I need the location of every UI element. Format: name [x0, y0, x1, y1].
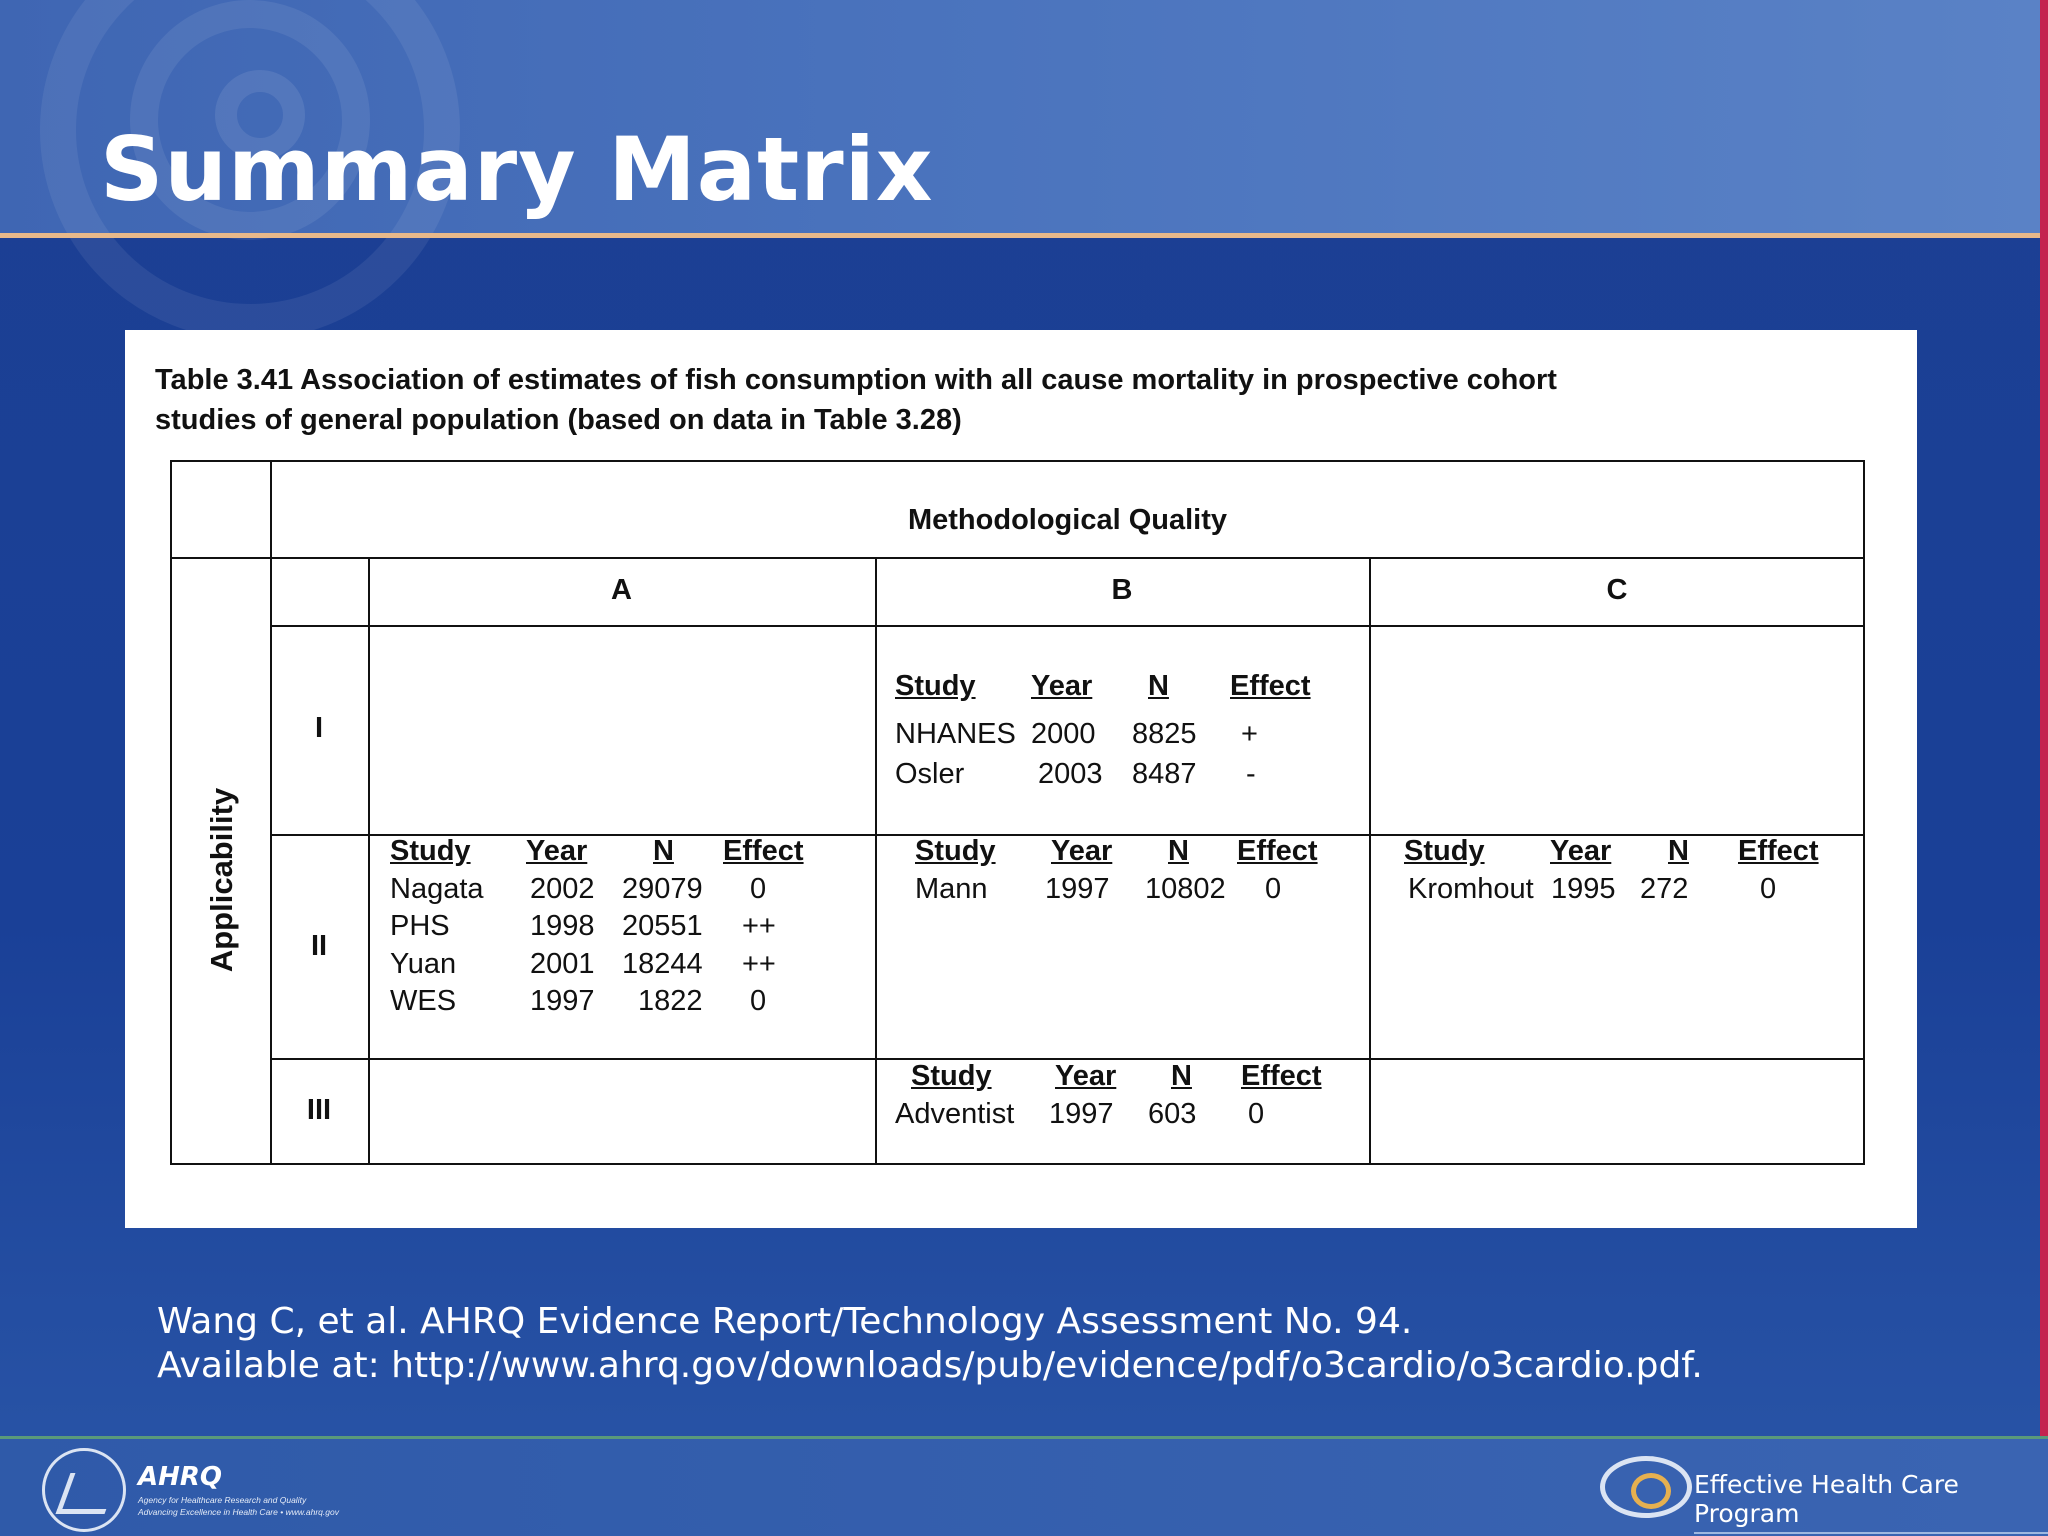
source-citation: [157, 1300, 1703, 1388]
field-header-effect: Effect: [1230, 670, 1311, 702]
ahrq-logo-icon: AHRQ: [138, 1462, 223, 1492]
field-header-year: Year: [1055, 1060, 1117, 1092]
study-effect: -: [1246, 758, 1256, 790]
row-label-ii: II: [310, 930, 328, 962]
column-header-c: C: [1606, 574, 1628, 606]
field-header-n: N: [1148, 670, 1169, 702]
field-header-n: N: [1171, 1060, 1192, 1092]
footer-divider: [0, 1436, 2048, 1439]
study-n: 8825: [1132, 718, 1197, 750]
study-year: 1998: [530, 910, 595, 942]
study-year: 1995: [1551, 873, 1616, 905]
study-name: WES: [390, 985, 457, 1017]
study-n: 603: [1148, 1098, 1197, 1130]
field-header-year: Year: [1550, 835, 1612, 867]
field-header-effect: Effect: [723, 835, 804, 867]
cell-ii-b: [915, 835, 1355, 935]
study-year: 2002: [530, 873, 595, 905]
cell-ii-c: [1404, 835, 1844, 935]
study-effect: ++: [742, 948, 776, 980]
methodological-quality-header: Methodological Quality: [907, 504, 1227, 536]
field-header-year: Year: [1031, 670, 1093, 702]
field-header-year: Year: [1051, 835, 1113, 867]
field-header-year: Year: [526, 835, 588, 867]
ahrq-tagline-line2: Advancing Excellence in Health Care • www.ahrq.gov: [138, 1507, 339, 1517]
field-header-study: Study: [1404, 835, 1485, 867]
study-n: 8487: [1132, 758, 1197, 790]
study-n: 18244: [622, 948, 703, 980]
study-n: 10802: [1145, 873, 1226, 905]
field-header-study: Study: [390, 835, 471, 867]
table-caption-line1: Table 3.41 Association of estimates of fish consumption with all cause mortality in prospective cohort: [155, 364, 1557, 396]
study-name: Kromhout: [1408, 873, 1534, 905]
column-header-a: A: [611, 574, 632, 606]
program-name: Effective Health Care Program: [1694, 1470, 2048, 1534]
field-header-study: Study: [895, 670, 976, 702]
study-n: 29079: [622, 873, 703, 905]
citation-line1: Wang C, et al. AHRQ Evidence Report/Technology Assessment No. 94.: [157, 1301, 1413, 1342]
study-effect: ++: [742, 910, 776, 942]
study-effect: 0: [750, 985, 767, 1017]
study-effect: 0: [750, 873, 767, 905]
field-header-effect: Effect: [1738, 835, 1819, 867]
study-effect: 0: [1248, 1098, 1265, 1130]
study-name: Osler: [895, 758, 965, 790]
field-header-effect: Effect: [1241, 1060, 1322, 1092]
hhs-eagle-logo-icon: [42, 1448, 126, 1532]
study-year: 2003: [1038, 758, 1103, 790]
study-n: 272: [1640, 873, 1689, 905]
study-effect: 0: [1760, 873, 1777, 905]
field-header-effect: Effect: [1237, 835, 1318, 867]
right-edge-accent: [2040, 0, 2048, 1536]
study-year: 2000: [1031, 718, 1096, 750]
cell-i-b: [895, 670, 1355, 820]
field-header-study: Study: [911, 1060, 992, 1092]
field-header-n: N: [1668, 835, 1689, 867]
study-effect: +: [1241, 718, 1258, 750]
cell-ii-a: [390, 835, 860, 1050]
header-divider: [0, 233, 2040, 238]
table-caption: [155, 360, 1895, 440]
row-label-iii: III: [306, 1094, 332, 1126]
field-header-n: N: [1168, 835, 1189, 867]
study-name: Adventist: [895, 1098, 1015, 1130]
study-name: Yuan: [390, 948, 457, 980]
summary-matrix-table: [170, 460, 1865, 1165]
column-header-b: B: [1111, 574, 1133, 606]
study-name: PHS: [390, 910, 450, 942]
study-n: 20551: [622, 910, 703, 942]
study-name: Mann: [915, 873, 988, 905]
study-name: NHANES: [895, 718, 1016, 750]
cell-iii-b: [895, 1060, 1355, 1160]
study-year: 1997: [1049, 1098, 1114, 1130]
ahrq-tagline-line1: Agency for Healthcare Research and Quality: [138, 1495, 307, 1505]
ahrq-tagline: [138, 1494, 398, 1518]
row-label-i: I: [314, 712, 324, 744]
study-year: 1997: [530, 985, 595, 1017]
citation-line2: Available at: http://www.ahrq.gov/downloads/pub/evidence/pdf/o3cardio/o3cardio.pdf.: [157, 1345, 1703, 1386]
applicability-header: Applicability: [204, 787, 239, 973]
study-n: 1822: [638, 985, 703, 1017]
study-effect: 0: [1265, 873, 1282, 905]
study-year: 1997: [1045, 873, 1110, 905]
slide-title: Summary Matrix: [100, 118, 934, 221]
field-header-study: Study: [915, 835, 996, 867]
table-caption-line2: studies of general population (based on data in Table 3.28): [155, 404, 962, 436]
study-name: Nagata: [390, 873, 484, 905]
table-image-panel: [125, 330, 1917, 1228]
field-header-n: N: [653, 835, 674, 867]
effective-health-care-swirl-icon: [1600, 1456, 1692, 1518]
study-year: 2001: [530, 948, 595, 980]
